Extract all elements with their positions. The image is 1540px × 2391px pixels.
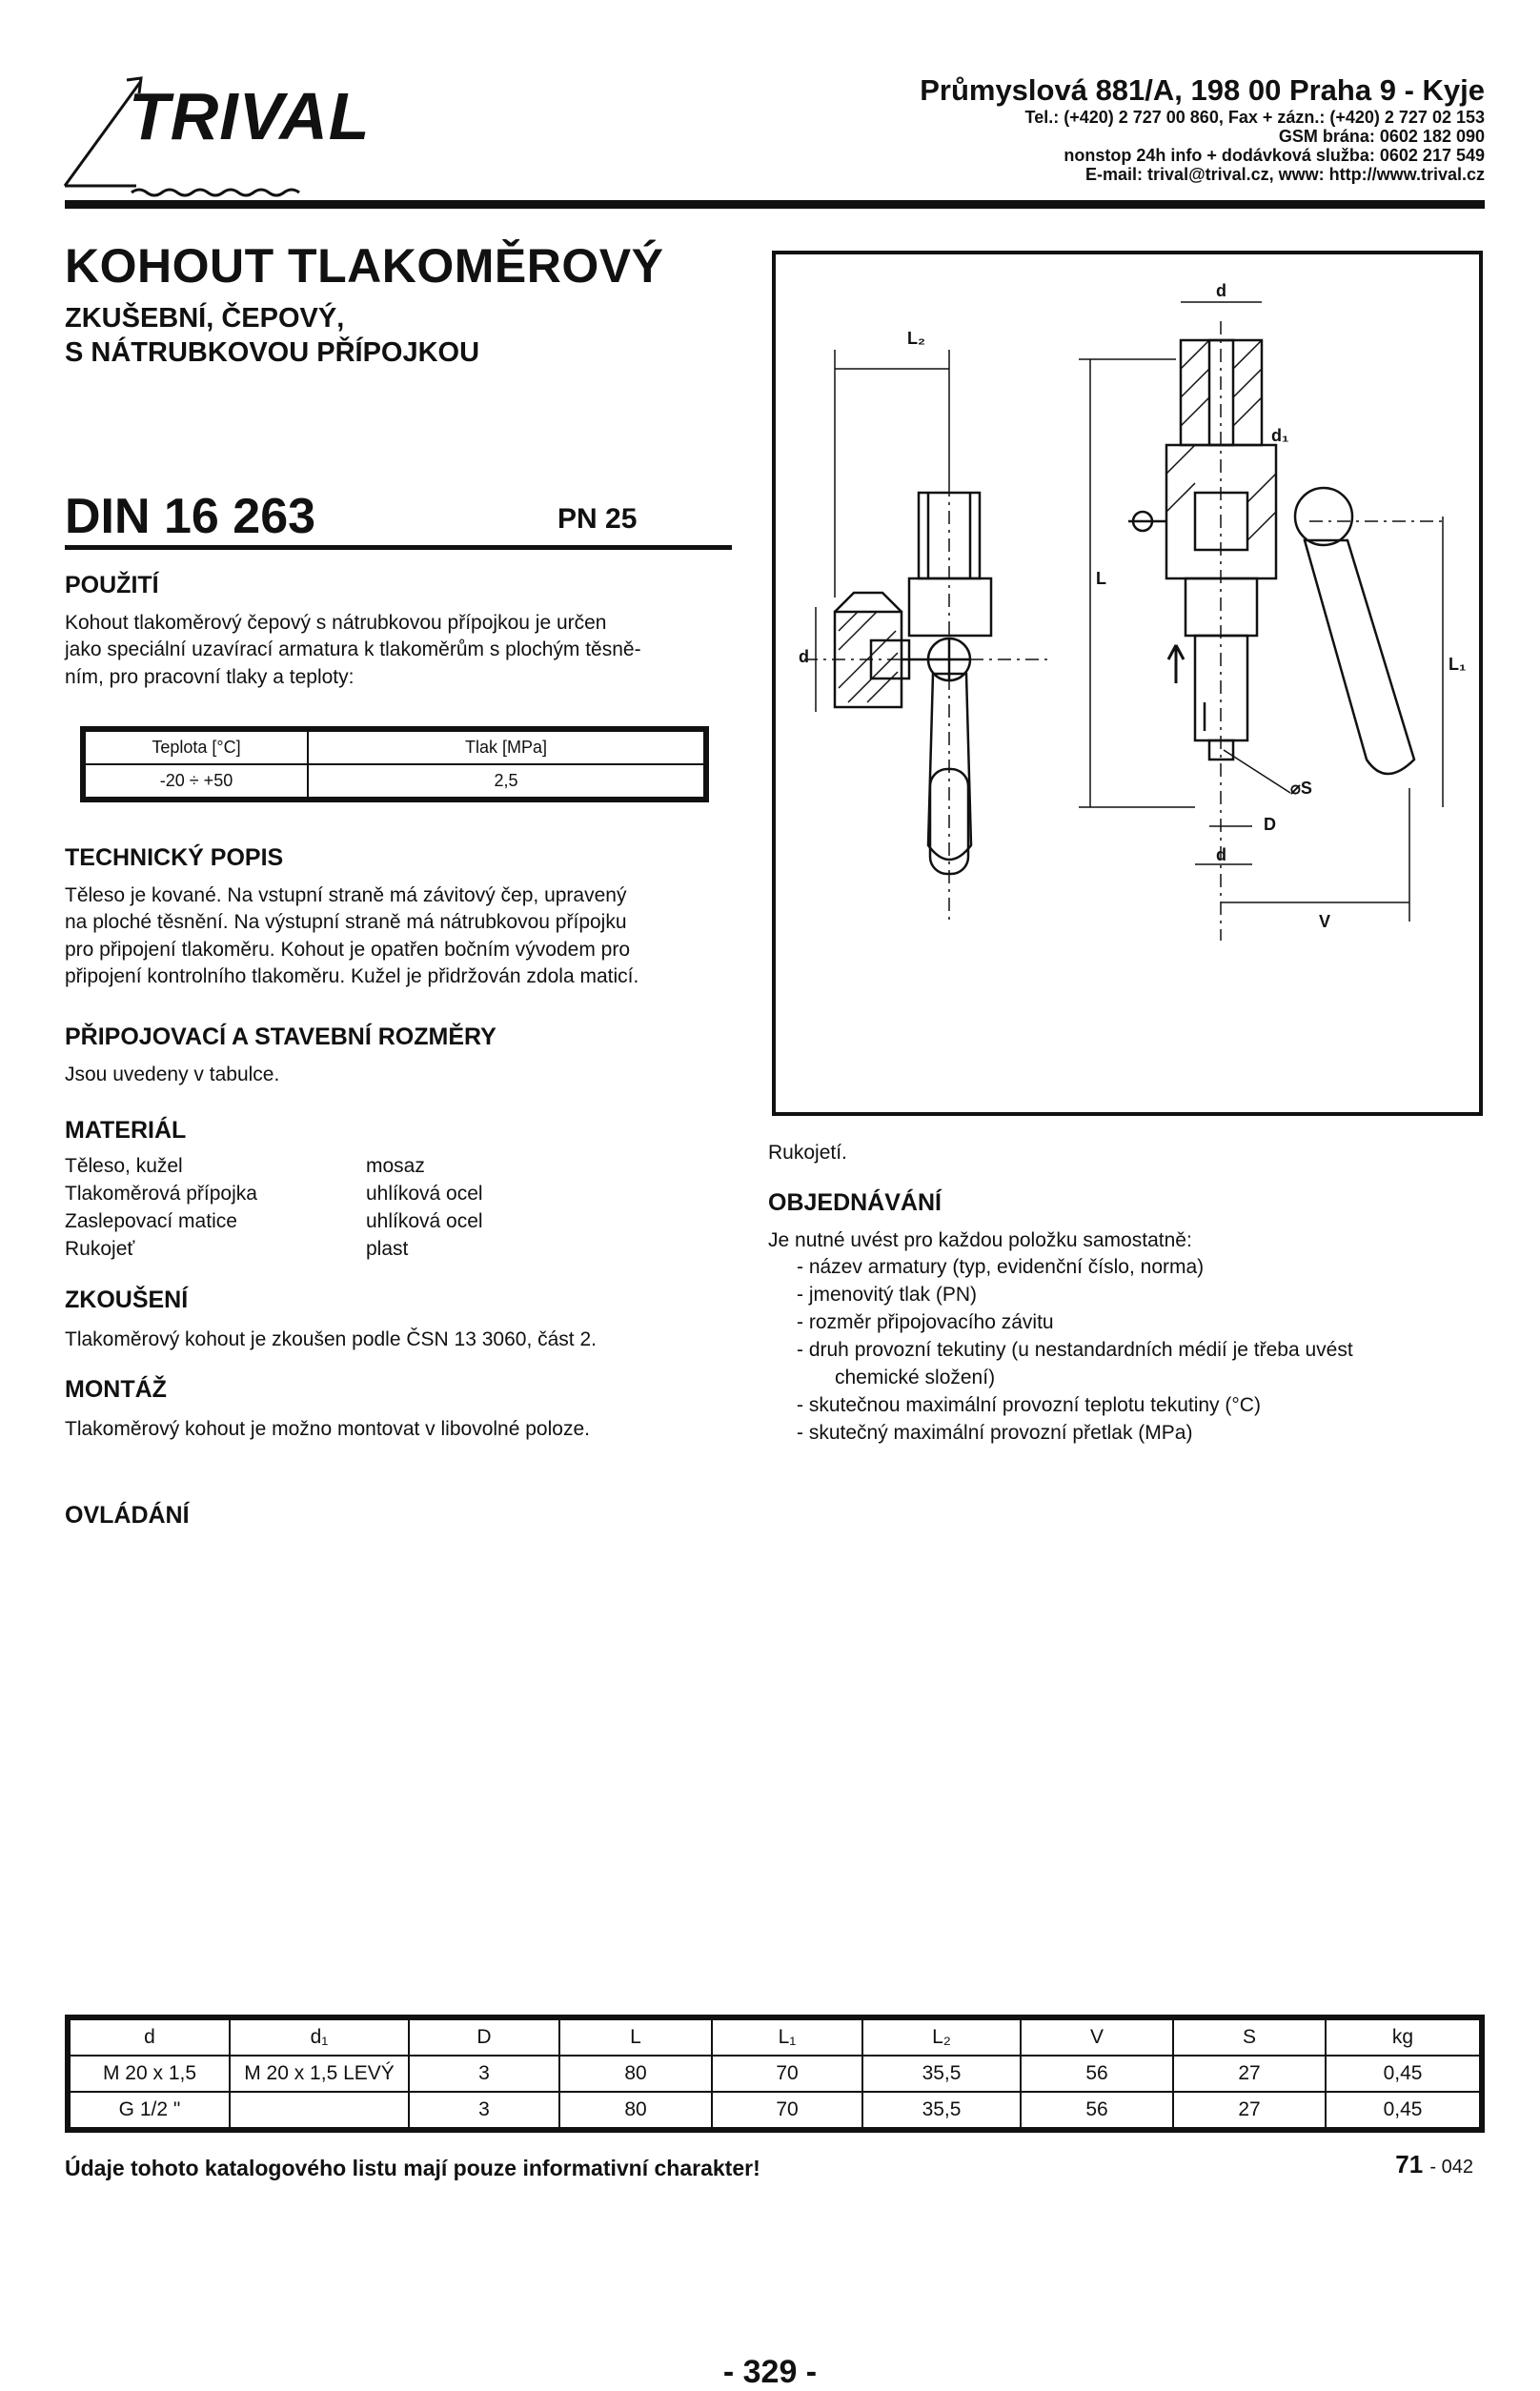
material-part: Těleso, kužel [65,1155,183,1177]
table-header-cell: L [559,2019,712,2056]
usage-line: Kohout tlakoměrový čepový s nátrubkovou přípojkou je určen [65,612,607,634]
table-cell: 35,5 [862,2056,1021,2092]
label-L1: L₁ [1449,655,1467,674]
valve-drawing [776,254,1479,1112]
subtitle-line-2: S NÁTRUBKOVOU PŘÍPOJKOU [65,337,480,369]
label-d1: d₁ [1271,426,1289,445]
table-cell: 80 [559,2092,712,2128]
pressure-class: PN 25 [557,503,638,535]
list-item: - druh provozní tekutiny (u nestandardních médií je třeba uvést [797,1338,1353,1361]
gsm-line: GSM brána: 0602 182 090 [1278,126,1485,146]
label-d-bottom: d [1216,845,1226,864]
testing-heading: ZKOUŠENÍ [65,1287,189,1313]
table-cell: 0,45 [1326,2056,1480,2092]
table-cell: 3 [409,2056,559,2092]
list-item [65,1238,560,1266]
table-header-cell: L₁ [712,2019,862,2056]
table-cell: 70 [712,2056,862,2092]
label-L: L [1096,569,1106,588]
list-item [65,1155,560,1183]
page-number: - 329 - [722,2354,818,2390]
address-line: Průmyslová 881/A, 198 00 Praha 9 - Kyje [920,73,1485,107]
technical-drawing-frame [772,251,1483,1116]
connection-text: Jsou uvedeny v tabulce. [65,1064,280,1085]
table-row [85,764,704,798]
table-cell: 27 [1173,2092,1326,2128]
material-value: plast [366,1238,409,1260]
catalog-number-sub: - 042 [1429,2157,1473,2178]
nonstop-line: nonstop 24h info + dodávková služba: 0602 217 549 [1064,146,1485,166]
material-value: mosaz [366,1155,425,1177]
table-cell: 70 [712,2092,862,2128]
usage-line: ním, pro pracovní tlaky a teploty: [65,665,355,688]
tech-line: na ploché těsnění. Na výstupní straně má nátrubkovou přípojku [65,911,627,934]
phone-line: Tel.: (+420) 2 727 00 860, Fax + zázn.: (+420) 2 727 02 153 [1024,107,1485,127]
material-part: Zaslepovací matice [65,1210,237,1232]
table-header-cell: D [409,2019,559,2056]
material-value: uhlíková ocel [366,1183,483,1205]
page-subtitle [65,301,479,371]
usage-text [65,610,732,691]
table-cell: M 20 x 1,5 LEVÝ [230,2056,409,2092]
material-heading: MATERIÁL [65,1117,187,1144]
usage-heading: POUŽITÍ [65,572,159,598]
label-D: D [1264,815,1276,834]
material-part: Tlakoměrová přípojka [65,1183,257,1205]
table-header-cell: V [1021,2019,1173,2056]
list-item [65,1210,560,1238]
table-cell: 27 [1173,2056,1326,2092]
tech-line: připojení kontrolního tlakoměru. Kužel je přidržován zdola maticí. [65,965,639,988]
testing-text: Tlakoměrový kohout je zkoušen podle ČSN 13 3060, část 2. [65,1328,597,1350]
subtitle-line-1: ZKUŠEBNÍ, ČEPOVÝ, [65,303,345,334]
tech-line: pro připojení tlakoměru. Kohout je opatřen bočním vývodem pro [65,938,630,961]
table-header-cell: d [70,2019,230,2056]
page-title: KOHOUT TLAKOMĚROVÝ [65,239,664,293]
tech-text [65,882,751,990]
table-header-cell: d₁ [230,2019,409,2056]
table-cell: 3 [409,2092,559,2128]
table-cell: 0,45 [1326,2092,1480,2128]
catalog-number [1395,2150,1473,2179]
email-line: E-mail: trival@trival.cz, www: http://www.trival.cz [1085,165,1485,185]
table-cell: 35,5 [862,2092,1021,2128]
usage-line: jako speciální uzavírací armatura k tlakoměrům s plochým těsně- [65,638,641,661]
material-value: uhlíková ocel [366,1210,483,1232]
list-item: - jmenovitý tlak (PN) [797,1283,978,1306]
label-L2: L₂ [907,329,925,348]
label-d-top: d [1216,281,1226,300]
table-header-cell: L₂ [862,2019,1021,2056]
tech-line: Těleso je kované. Na vstupní straně má závitový čep, upravený [65,884,627,906]
label-V: V [1319,912,1331,931]
table-cell: 56 [1021,2092,1173,2128]
table-header-cell: S [1173,2019,1326,2056]
table-row [85,731,704,764]
logo-text: TRIVAL [129,79,371,153]
table-header-row [70,2019,1480,2056]
list-item: - název armatury (typ, evidenční číslo, norma) [797,1256,1205,1278]
control-text: Rukojetí. [768,1142,847,1164]
ordering-heading: OBJEDNÁVÁNÍ [768,1189,942,1216]
header-divider [65,200,1485,209]
table-cell [230,2092,409,2128]
table-header-cell: kg [1326,2019,1480,2056]
list-item: - rozměr připojovacího závitu [797,1310,1054,1333]
table-header-cell: Teplota [°C] [85,731,308,764]
catalog-number-main: 71 [1395,2150,1424,2178]
table-header-cell: Tlak [MPa] [308,731,704,764]
table-cell: 56 [1021,2056,1173,2092]
label-S: ⌀S [1290,779,1312,798]
connection-heading: PŘIPOJOVACÍ A STAVEBNÍ ROZMĚRY [65,1023,496,1050]
table-cell: -20 ÷ +50 [85,764,308,798]
standard-divider [65,545,732,550]
list-item: chemické složení) [835,1366,996,1388]
table-cell: 80 [559,2056,712,2092]
table-cell: 2,5 [308,764,704,798]
table-cell: G 1/2 " [70,2092,230,2128]
mounting-text: Tlakoměrový kohout je možno montovat v libovolné poloze. [65,1418,590,1440]
material-list [65,1155,560,1266]
mounting-heading: MONTÁŽ [65,1376,167,1403]
label-d-left: d [799,647,809,666]
operating-conditions-table [80,726,709,802]
disclaimer-note: Údaje tohoto katalogového listu mají pouze informativní charakter! [65,2156,760,2180]
list-item: - skutečnou maximální provozní teplotu tekutiny (°C) [797,1393,1261,1416]
tech-heading: TECHNICKÝ POPIS [65,844,284,871]
list-item [65,1183,560,1210]
list-item: - skutečný maximální provozní přetlak (MPa) [797,1421,1193,1444]
dimensions-table [65,2015,1485,2133]
table-row [70,2056,1480,2092]
ordering-list [797,1254,1492,1448]
material-part: Rukojeť [65,1238,135,1260]
table-row [70,2092,1480,2128]
standard-number: DIN 16 263 [65,489,316,544]
control-heading: OVLÁDÁNÍ [65,1502,190,1529]
table-cell: M 20 x 1,5 [70,2056,230,2092]
company-address-block [920,74,1485,184]
ordering-intro: Je nutné uvést pro každou položku samostatně: [768,1229,1192,1251]
